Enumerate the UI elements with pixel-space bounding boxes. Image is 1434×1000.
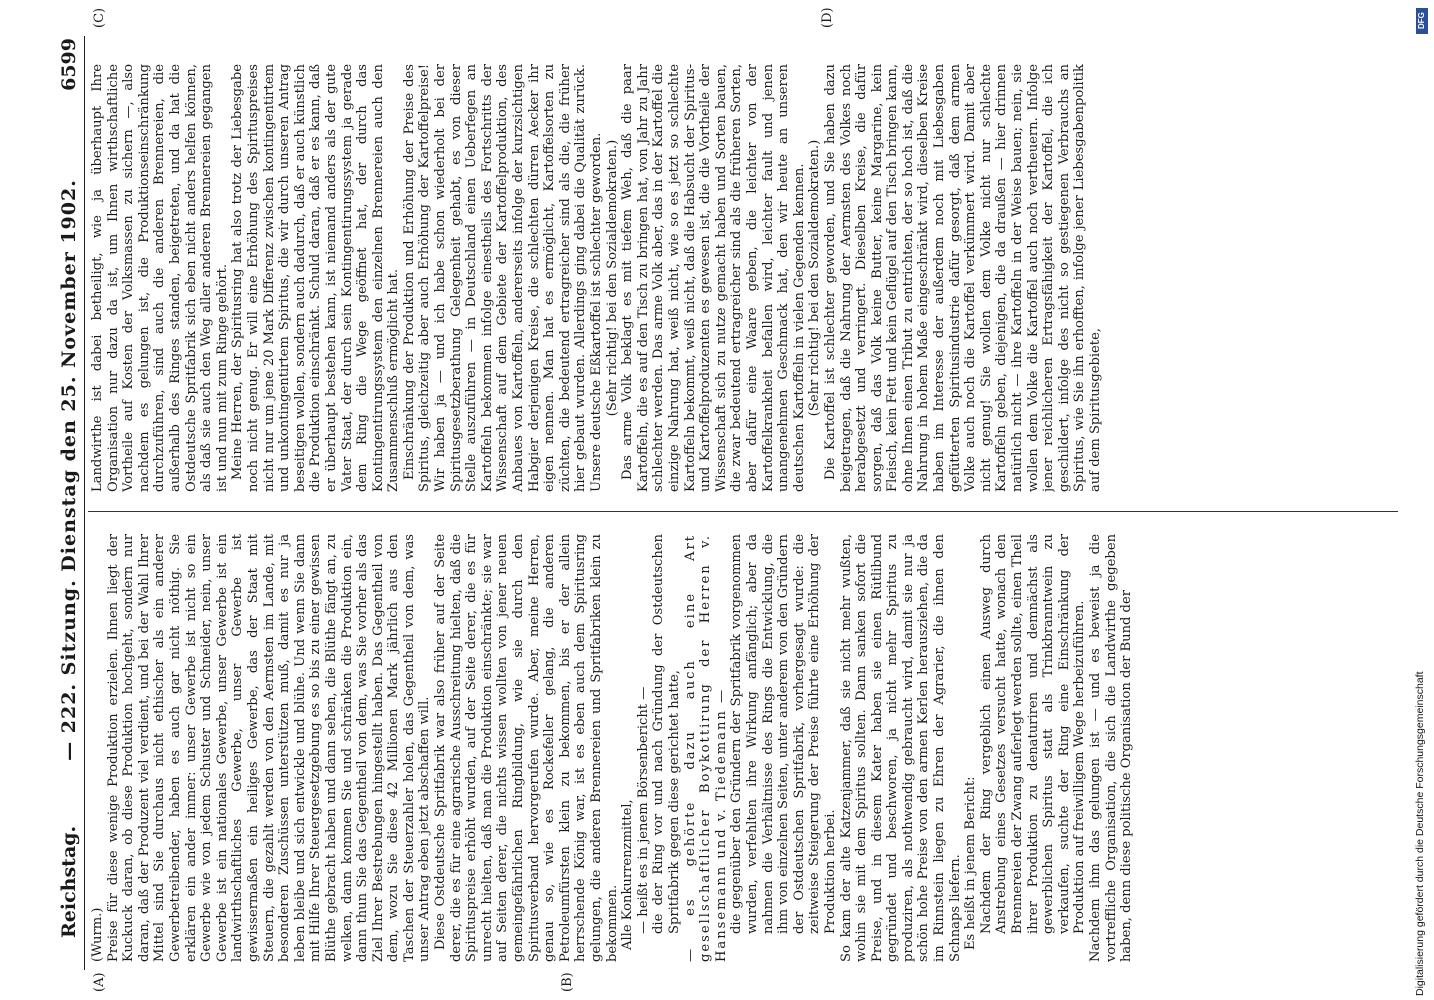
quote-paragraph: Nachdem der Ring vergeblich einen Ausweg durch Anstrebung eines Gesetzes versucht hatte, wonach den Brennereien der Zwang auferlegt werden sollte, einen Theil ihrer Produktion zu denaturiren und demnächst als gewerblichen Spiritus statt als Trinkbranntwein zu verkaufen, suchte der Ring eine Einschränkung der Produktion auf freiwilligem Wege herbeizuführen. [978,534,1088,934]
paragraph: — es gehörte dazu auch eine Art gesellschaftlicher Boykottirung der Herren v. Hansemann und v. Tiedemann — [682,534,729,962]
digitization-strip [1408,4,1432,996]
paragraph: Es heißt in jenem Bericht: [963,776,979,950]
paragraph: Diese Ostdeutsche Spritfabrik war also früher auf der Seite derer, die es für eine agrarische Ausschreitung hielten, daß die Spirituspreise erhöht wurden, auf der Seite derer, die es für unrecht hielten, daß man die Produktion einschränkte; sie war auf Seiten derer, die nichts wissen wollten von jener neuen gemeingefährlichen Ringbildung, wie sie durch den Spiritusverband hervorgerufen wurde. Aber, meine Herren, genau so, wie es Rockefeller gelang, die anderen Petroleumfürsten klein zu bekommen, bis er der allein herrschende König war, ist es eben auch dem Spiritusring gelungen, die anderen Brennereien und Spritfabriken klein zu bekommen. [433,534,620,962]
header-page-number: 6599 [58,38,80,91]
interjection: (Sehr richtig! bei den Sozialdemokraten.) [807,139,823,417]
left-text-column [90,534,1390,962]
paragraph: So kam der alte Katzenjammer, daß sie nicht mehr wußten, wohin sie mit dem Spiritus sollten. Dann sanken sofort die Preise, und in diesem Kater haben sie einen Rütlibund gegründet und beschworen, ja nicht mehr Spiritus zu produziren, als nothwendig gebraucht wird, damit sie nur ja schön hohe Preise von den armen Kerlen herausziehen, die da im Rinnstein liegen zu Ehren der Agrarier, die ihnen den Schnaps liefern. [838,534,963,962]
paragraph: — heißt es in jenem Börsenbericht — [635,686,651,934]
paragraph: Einschränkung der Produktion und Erhöhung der Preise des Spiritus, gleichzeitig aber auch Erhöhung der Kartoffelpreise! Wir haben ja — und ich habe schon wiederholt bei der Spiritusgesetzberathung Gelegenheit gehabt, es von dieser Stelle auszuführen — in Deutschland einen Ueberfegen an Kartoffeln bekommen infolge einestheils des Fortschritts der Wissenschaft auf dem Gebiete der Kartoffelproduktion, des Anbaues von Kartoffeln, andererseits infolge der kurzsichtigen Habgier derjenigen Kreise, die schlechten dürren Aecker ihr eigen nennen. Man hat es ermöglicht, Kartoffelsorten zu züchten, die bedeutend ertragreicher sind als die, die früher hier gebaut wurden. Allerdings ging dabei die Qualität zurück. Unsere deutsche Eßkartoffel ist schlechter geworden. [401,64,604,492]
header-left-title: Reichstag. [58,825,80,938]
speaker-label: (Wurm.) [90,907,105,962]
digitization-note: Digitalisierung gefördert durch die Deutsche Forschungsgemeinschaft [1414,671,1426,996]
right-text-column [90,64,1390,492]
paragraph: Das arme Volk beklagt es mit tiefem Weh, daß die paar Kartoffeln, die es auf den Tisch zu bringen hat, von Jahr zu Jahr schlechter werden. Das arme Volk aber, das in der Kartoffel die einzige Nahrung hat, weiß nicht, wie so es jetzt so schlechte Kartoffeln bekommt, weiß nicht, daß die Habsucht der Spiritus- und Kartoffelproduzenten es gewesen ist, die die Vortheile der Wissenschaft sich zu nutze gemacht haben und Sorten bauen, die zwar bedeutend ertragreicher sind als die früheren Sorten, aber dafür eine Waare geben, die leichter von der Kartoffelkrankheit befallen wird, leichter fault und jenen unangenehmen Geschmack hat, den wir heute an unseren deutschen Kartoffeln in vielen Gegenden kennen. [620,64,807,492]
quote-paragraph: die gegenüber den Gründern der Spritfabrik vorgenommen wurden, verfehlten ihre Wirkung anfänglich; aber da nahmen die Verhältnisse des Rings die Entwicklung, die ihm von einzelnen Seiten, unter anderem von den Gründern der Ostdeutschen Spritfabrik, vorhergesagt wurde: die zeitweise Steigerung der Preise führte eine Erhöhung der Produktion herbei. [729,534,838,934]
margin-mark-c: (C) [92,7,107,28]
paragraph: Die Kartoffel ist schlechter geworden, und Sie haben dazu beigetragen, daß die Nahrung der Aermsten des Volkes noch herabgesetzt und verringert. Dieselben Kreise, die dafür sorgen, daß das Volk keine Butter, keine Margarine, kein Fleisch, kein Fett und kein Geflügel auf den Tisch bringen kann, ohne Ihnen einen Tribut zu entrichten, der so hoch ist, daß die Nahrung in hohem Maße eingeschränkt wird, dieselben Kreise haben im Interesse der außerdem noch mit Liebesgaben gefütterten Spiritusindustrie dafür gesorgt, daß dem armen Volke auch noch die Kartoffel verkümmert wird. Damit aber nicht genug! Sie wollen dem Volke nicht nur schlechte Kartoffeln geben, diejenigen, die da draußen — hier drinnen natürlich nicht — ihre Kartoffeln in der Weise bauen; nein, sie wollen dem Volke die Kartoffel auch noch vertheuern. Infolge jener reichlicheren Ertragsfähigkeit der Kartoffel, die ich geschildert, infolge des nicht so gestiegenen Verbrauchs an Spiritus, wie Sie ihn erhofften, infolge jener Liebesgabenpolitik auf dem Spiritusgebiete, [822,64,1103,492]
margin-mark-a: (A) [92,972,107,992]
header-center-title: — 222. Sitzung. Dienstag den 25. November 1902. [58,179,80,761]
paragraph: Preise für diese wenige Produktion erzielen. Ihnen liegt der Kuckuck daran, ob diese Produktion hochgeht, sondern nur daran, daß der Produzent viel verdient, und bei der Wahl Ihrer Mittel sind Sie durchaus nicht ethischer als ein anderer Gewerbetreibender, haben es auch gar nicht nöthig. Sie erklären ein ander immer: unser Gewerbe ist nicht so ein Gewerbe wie von jedem Schuster und Schneider, nein, unser Gewerbe ist ein nationales Gewerbe, unser Gewerbe ist ein landwirthschaftliches Gewerbe, unser Gewerbe ist gewissermaßen ein heiliges Gewerbe, das der Staat mit Steuern, die gezahlt werden von den Aermsten im Lande, mit besonderen Zuschüssen unterstützen muß, damit es nur ja leben bleibe und sich entwickle und blühe. Und wenn Sie dann mit Hilfe Ihrer Steuergesetzgebung es so bis zu einer gewissen Blüthe gebracht haben und dann sehen, die Blüthe fängt an, zu welken, dann kommen Sie und schränken die Produktion ein, dann thun Sie das Gegentheil von dem, was Sie vorher als das Ziel Ihrer Bestrebungen hingestellt haben. Das Gegentheil von dem, wozu Sie diese 42 Millionen Mark jährlich aus den Taschen der Steuerzahler holen, das Gegentheil von dem, was unser Antrag eben jetzt abschaffen will. [105,534,433,962]
column-divider [88,511,1398,512]
paragraph: Nachdem ihm das gelungen ist — und es beweist ja die vortreffliche Organisation, die sich die Landwirthe gegeben haben, denn diese politische Organisation der Bund der [1088,534,1135,962]
paragraph: Alle Konkurrenzmittel, [620,799,636,950]
interjection: (Sehr richtig! bei den Sozialdemokraten.) [604,139,620,417]
header-rule [84,36,85,970]
paragraph: Meine Herren, der Spiritusring hat also trotz der Liebesgabe noch nicht genug. Er will eine Erhöhung des Spirituspreises nicht nur um jene 20 Mark Differenz zwischen kontingentirtem und unkontingentirtem Spiritus, die wir durch unseren Antrag beseitigen wollen, sondern auch dadurch, daß er auch künstlich die Produktion einschränkt. Schuld daran, daß er es kann, daß er überhaupt bestehen kann, ist niemand anders als der gute Vater Staat, der durch sein Kontingentirungssystem ja gerade dem Ring die Wege geöffnet hat, der durch das Kontingentirungssystem den einzelnen Brennereien auch den Zusammenschluß ermöglicht hat. [230,64,402,492]
margin-mark-b: (B) [560,972,575,992]
margin-mark-d: (D) [820,7,835,28]
quote-paragraph: die der Ring vor und nach Gründung der Ostdeutschen Spritfabrik gegen diese gerichtet hatte, [651,534,682,934]
dfg-logo: DFG [1416,8,1428,34]
paragraph: Landwirthe ist dabei betheiligt, wie ja überhaupt Ihre Organisation nur dazu da ist, um Ihnen wirthschaftliche Vortheile auf Kosten der Volksmassen zu sichern —, also nachdem es gelungen ist, die Produktionseinschränkung durchzuführen, sind auch die anderen Brennereien, die außerhalb des Ringes standen, beigetreten, und da hat die Ostdeutsche Spritfabrik sich eben nicht anders helfen können, als daß sie auch den Weg aller anderen Brennereien gegangen ist und nun mit zum Ringe gehört. [90,64,230,492]
